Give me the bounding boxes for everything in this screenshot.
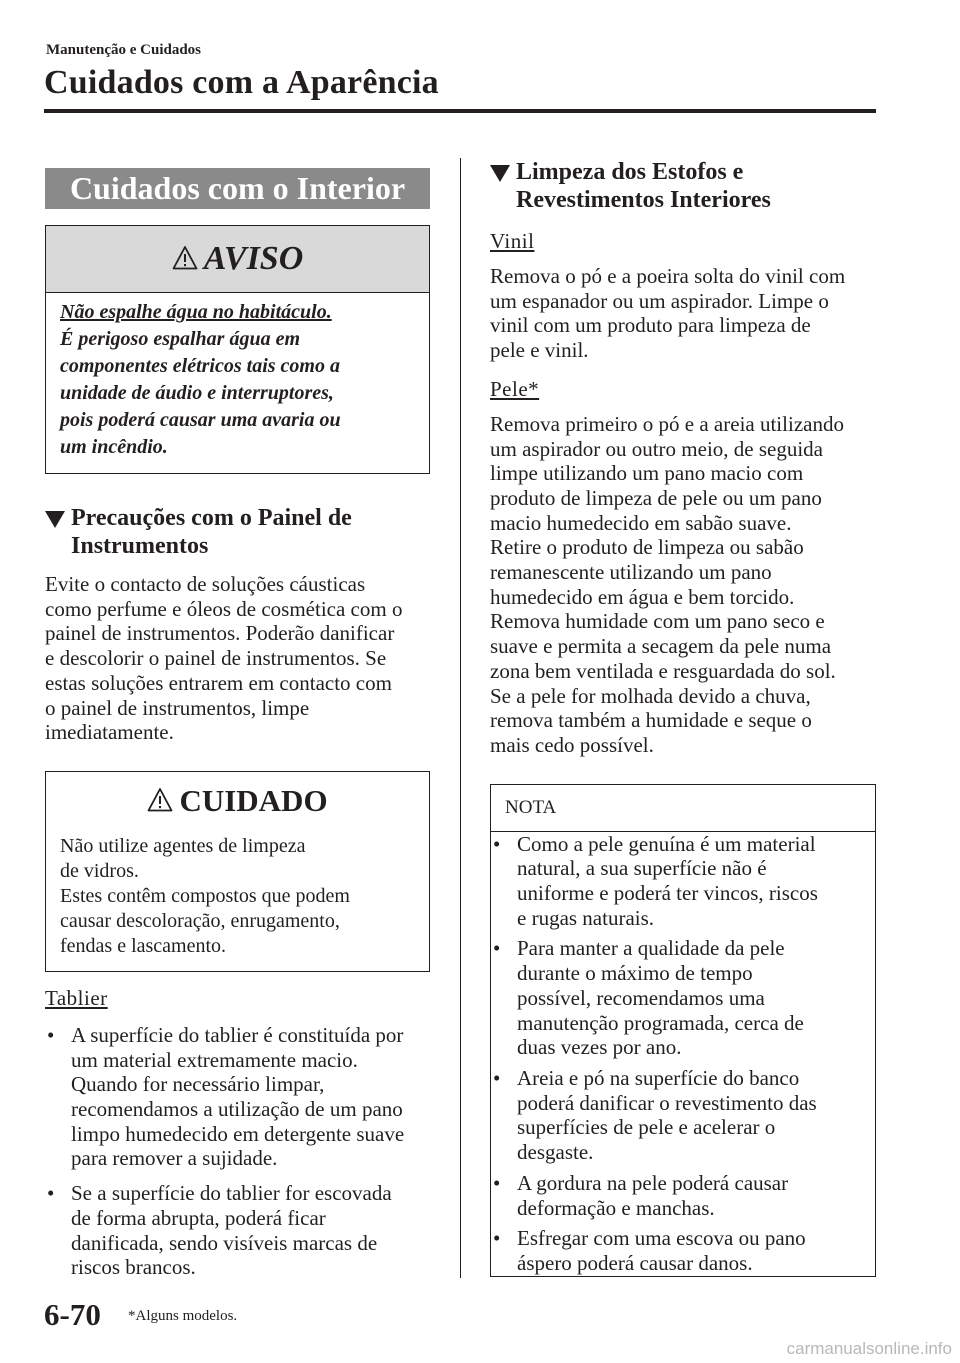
text-line: danificada, sendo visíveis marcas de	[71, 1230, 378, 1255]
heading-line: Instrumentos	[71, 533, 209, 559]
text-line: recomendamos a utilização de um pano	[71, 1097, 403, 1122]
subhead-pele: Pele*	[490, 376, 540, 401]
aviso-line: unidade de áudio e interruptores,	[60, 382, 334, 404]
heading-line: Limpeza dos Estofos e	[516, 159, 744, 185]
cuidado-line: Não utilize agentes de limpeza	[60, 834, 306, 857]
heading-line: Revestimentos Interiores	[516, 187, 771, 213]
text-line: natural, a sua superfície não é	[517, 856, 767, 881]
text-line: humedecido em água e bem torcido.	[490, 584, 795, 609]
text-line: e descolorir o painel de instrumentos. Se	[45, 646, 387, 671]
text-line: o painel de instrumentos, limpe	[45, 695, 310, 720]
text-line: Retire o produto de limpeza ou sabão	[490, 535, 804, 560]
text-line: zona bem ventilada e resguardada do sol.	[490, 658, 836, 683]
text-line: Remova primeiro o pó e a areia utilizando	[490, 411, 844, 436]
text-line: remanescente utilizando um pano	[490, 560, 772, 585]
aviso-line: pois poderá causar uma avaria ou	[60, 409, 341, 431]
list-item	[45, 1023, 430, 1171]
aviso-line: componentes elétricos tais como a	[60, 355, 340, 377]
text-line: como perfume e óleos de cosmética com o	[45, 596, 403, 621]
watermark: carmanualsonline.info	[786, 1339, 952, 1358]
text-line: deformação e manchas.	[517, 1195, 715, 1220]
text-line: Remova humidade com um pano seco e	[490, 609, 825, 634]
aviso-body	[46, 293, 429, 473]
text-line: A gordura na pele poderá causar	[517, 1170, 789, 1195]
page-number: 6-70	[44, 1297, 101, 1332]
bullet-icon: •	[493, 1226, 501, 1251]
text-line: produto de limpeza de pele ou um pano	[490, 485, 822, 510]
nota-list	[491, 832, 875, 1276]
text-line: Como a pele genuína é um material	[517, 831, 816, 856]
bullet-icon: •	[493, 1170, 501, 1195]
nota-header: NOTA	[491, 785, 875, 832]
nota-box	[490, 784, 876, 1277]
section-label: Manutenção e Cuidados	[46, 42, 202, 58]
cuidado-box	[45, 771, 430, 972]
text-line: estas soluções entrarem em contacto com	[45, 670, 392, 695]
text-line: Areia e pó na superfície do banco	[517, 1065, 800, 1090]
list-item	[491, 1171, 875, 1220]
text-line: para remover a sujidade.	[71, 1146, 278, 1171]
heading-estofos	[490, 158, 876, 214]
text-line: Se a superfície do tablier for escovada	[71, 1181, 392, 1206]
pele-paragraph	[490, 412, 876, 758]
list-item	[491, 936, 875, 1060]
bullet-icon: •	[493, 1065, 501, 1090]
footnote: *Alguns modelos.	[128, 1308, 238, 1324]
text-line: um espanador ou um aspirador. Limpe o	[490, 288, 829, 313]
text-line: vinil com um produto para limpeza de	[490, 313, 811, 338]
aviso-title: AVISO	[203, 240, 304, 277]
list-item	[491, 1226, 875, 1275]
left-column	[45, 168, 430, 1280]
page-title: Cuidados com a Aparência	[44, 64, 439, 101]
bullet-icon: •	[493, 831, 501, 856]
aviso-box	[45, 225, 430, 474]
aviso-header	[46, 226, 429, 293]
text-line: duas vezes por ano.	[517, 1035, 682, 1060]
text-line: poderá danificar o revestimento das	[517, 1090, 817, 1115]
warning-icon	[147, 787, 173, 813]
text-line: remova também a humidade e seque o	[490, 708, 812, 733]
cuidado-line: causar descoloração, enrugamento,	[60, 909, 340, 932]
text-line: durante o máximo de tempo	[517, 961, 753, 986]
bullet-icon: •	[47, 1181, 55, 1206]
text-line: Para manter a qualidade da pele	[517, 936, 785, 961]
text-line: pele e vinil.	[490, 338, 589, 363]
column-divider	[460, 158, 461, 1278]
bullet-icon: •	[47, 1022, 55, 1047]
title-rule	[44, 109, 876, 113]
aviso-line: Não espalhe água no habitáculo.	[60, 301, 332, 323]
subhead-vinil: Vinil	[490, 229, 535, 253]
text-line: A superfície do tablier é constituída por	[71, 1022, 404, 1047]
right-column	[490, 158, 876, 1277]
text-line: e rugas naturais.	[517, 905, 655, 930]
heading-painel	[45, 504, 430, 560]
text-line: Evite o contacto de soluções cáusticas	[45, 572, 366, 596]
text-line: mais cedo possível.	[490, 732, 654, 757]
vinil-paragraph	[490, 264, 876, 363]
text-line: limpe utilizando um pano macio com	[490, 461, 804, 486]
text-line: Se a pele for molhada devido a chuva,	[490, 683, 811, 708]
list-item	[491, 832, 875, 931]
list-item	[491, 1066, 875, 1165]
cuidado-line: Estes contêm compostos que podem	[60, 884, 350, 907]
subhead-tablier: Tablier	[45, 985, 108, 1010]
text-line: limpo humedecido em detergente suave	[71, 1121, 405, 1146]
text-line: manutenção programada, cerca de	[517, 1010, 804, 1035]
text-line: riscos brancos.	[71, 1255, 196, 1280]
text-line: possível, recomendamos uma	[517, 985, 765, 1010]
bullet-icon: •	[493, 936, 501, 961]
text-line: superfícies de pele e acelerar o	[517, 1115, 776, 1140]
cuidado-line: fendas e lascamento.	[60, 934, 227, 957]
text-line: painel de instrumentos. Poderão danificar	[45, 621, 395, 646]
text-line: suave e permita a secagem da pele numa	[490, 634, 832, 659]
text-line: Esfregar com uma escova ou pano	[517, 1226, 806, 1251]
aviso-line: um incêndio.	[60, 436, 168, 458]
painel-paragraph	[45, 572, 430, 745]
aviso-line: É perigoso espalhar água em	[60, 328, 301, 350]
text-line: uniforme e poderá ter vincos, riscos	[517, 881, 818, 906]
text-line: Quando for necessário limpar,	[71, 1072, 325, 1097]
heading-line: Precauções com o Painel de	[71, 505, 352, 531]
warning-icon	[172, 245, 198, 271]
text-line: de forma abrupta, poderá ficar	[71, 1205, 326, 1230]
text-line: desgaste.	[517, 1140, 594, 1165]
text-line: macio humedecido em sabão suave.	[490, 510, 792, 535]
cuidado-title: CUIDADO	[179, 782, 328, 818]
section-band-title: Cuidados com o Interior	[45, 168, 430, 209]
triangle-down-icon	[490, 165, 510, 182]
tablier-list	[45, 1023, 430, 1280]
text-line: áspero poderá causar danos.	[517, 1250, 753, 1275]
text-line: Remova o pó e a poeira solta do vinil com	[490, 264, 846, 288]
text-line: um material extremamente macio.	[71, 1047, 358, 1072]
text-line: imediatamente.	[45, 720, 174, 745]
text-line: um aspirador ou outro meio, de seguida	[490, 436, 824, 461]
triangle-down-icon	[45, 511, 65, 528]
cuidado-body	[46, 830, 429, 971]
cuidado-header	[46, 772, 429, 830]
list-item	[45, 1181, 430, 1280]
cuidado-line: de vidros.	[60, 859, 139, 882]
